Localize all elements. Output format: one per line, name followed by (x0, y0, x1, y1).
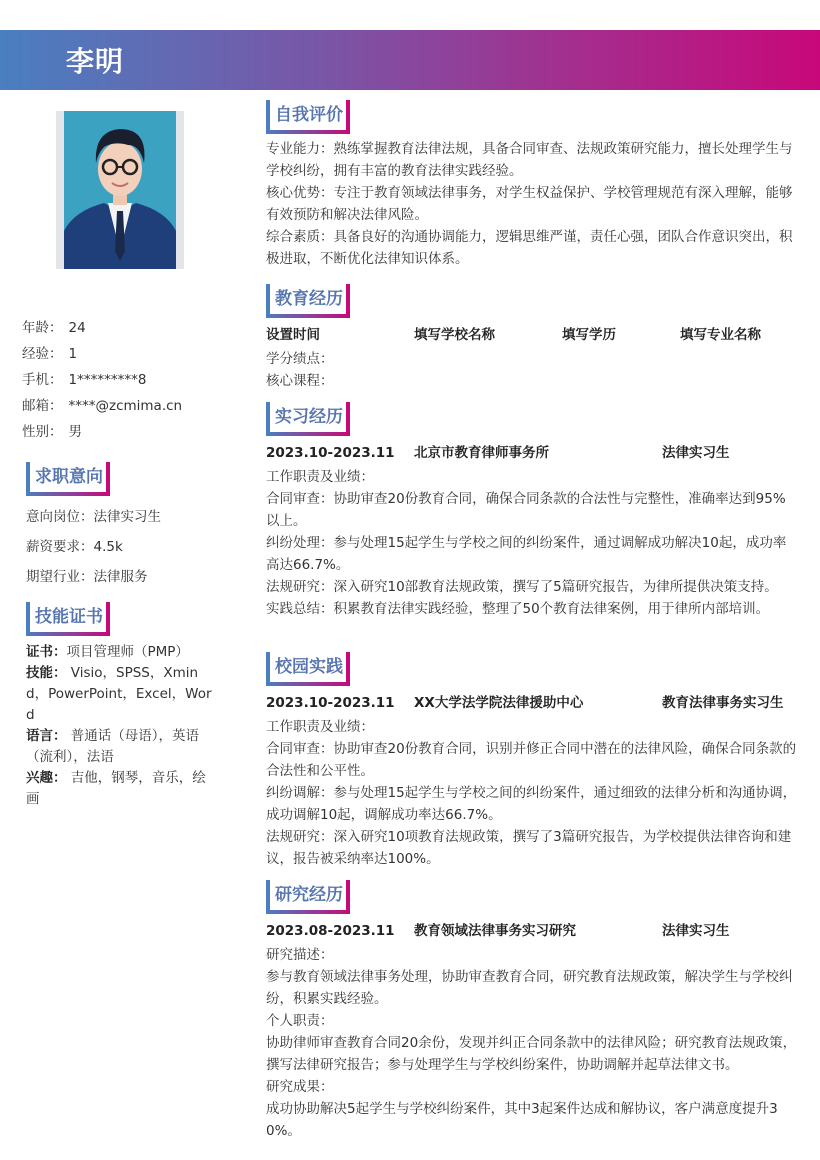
job-intention-section (26, 462, 161, 592)
detail-line: 法规研究：深入研究10部教育法规政策，撰写了5篇研究报告，为律所提供决策支持。 (266, 579, 778, 595)
info-experience: 经验： 1 (22, 346, 78, 362)
section-title: 研究经历 (266, 880, 350, 914)
profile-photo (56, 111, 184, 269)
basic-info (22, 318, 182, 448)
detail-line: 法规研究：深入研究10项教育法规政策，撰写了3篇研究报告，为学校提供法律咨询和建议，报告被采纳率达100%。 (266, 829, 792, 867)
detail-line: 研究成果： (266, 1079, 334, 1095)
intention-salary: 薪资要求：4.5k (26, 539, 123, 555)
intention-position: 意向岗位：法律实习生 (26, 509, 161, 525)
education-courses: 核心课程： (266, 373, 334, 389)
info-email: 邮箱： ****@zcmima.cn (22, 398, 183, 414)
detail-line: 实践总结：积累教育法律实践经验，整理了50个教育法律案例，用于律所内部培训。 (266, 601, 770, 617)
evaluation-paragraph: 核心优势：专注于教育领域法律事务，对学生权益保护、学校管理规范有深入理解，能够有效预防和解决法律风险。 (266, 185, 793, 223)
section-title: 技能证书 (26, 602, 110, 636)
detail-line: 参与教育领域法律事务处理，协助审查教育合同，研究教育法规政策，解决学生与学校纠纷，积累实践经验。 (266, 969, 793, 1007)
skill-languages: 语言： 普通话（母语），英语（流利），法语 (26, 728, 200, 765)
detail-line: 合同审查：协助审查20份教育合同，识别并修正合同中潜在的法律风险，确保合同条款的合法性和公平性。 (266, 741, 797, 779)
evaluation-paragraph: 专业能力：熟练掌握教育法律法规，具备合同审查、法规政策研究能力，擅长处理学生与学校纠纷，拥有丰富的教育法律实践经验。 (266, 141, 793, 179)
portrait-image (64, 111, 176, 269)
section-title: 自我评价 (266, 100, 350, 134)
education-gpa: 学分绩点： (266, 351, 334, 367)
info-age: 年龄： 24 (22, 320, 86, 336)
detail-line: 合同审查：协助审查20份教育合同，确保合同条款的合法性与完整性，准确率达到95%以上。 (266, 491, 786, 529)
internship-section (266, 402, 798, 620)
section-title: 校园实践 (266, 652, 350, 686)
detail-line: 研究描述： (266, 947, 334, 963)
campus-header: 2023.10-2023.11 XX大学法学院法律援助中心 教育法律事务实习生 (266, 695, 784, 711)
internship-header: 2023.10-2023.11 北京市教育律师事务所 法律实习生 (266, 445, 730, 461)
detail-line: 工作职责及业绩： (266, 469, 374, 485)
skill-tools: 技能： Visio，SPSS，Xmind，PowerPoint，Excel，Word (26, 665, 212, 723)
candidate-name: 李明 (66, 45, 125, 78)
evaluation-paragraph: 综合素质：具备良好的沟通协调能力，逻辑思维严谨，责任心强，团队合作意识突出，积极进取，不断优化法律知识体系。 (266, 229, 793, 267)
resume-header (0, 30, 820, 90)
section-title: 教育经历 (266, 284, 350, 318)
campus-practice-section (266, 652, 798, 870)
self-evaluation-section (266, 100, 798, 270)
education-section (266, 284, 798, 392)
detail-line: 工作职责及业绩： (266, 719, 374, 735)
skill-hobbies: 兴趣： 吉他，钢琴，音乐，绘画 (26, 770, 206, 807)
detail-line: 纠纷调解：参与处理15起学生与学校之间的纠纷案件，通过细致的法律分析和沟通协调，成功调解10起，调解成功率达66.7%。 (266, 785, 797, 823)
skill-certificate: 证书：项目管理师（PMP） (26, 644, 189, 660)
research-header: 2023.08-2023.11 教育领域法律事务实习研究 法律实习生 (266, 923, 730, 939)
education-header: 设置时间 填写学校名称 填写学历 填写专业名称 (266, 327, 761, 343)
detail-line: 协助律师审查教育合同20余份，发现并纠正合同条款中的法律风险；研究教育法规政策，撰写法律研究报告；参与处理学生与学校纠纷案件，协助调解并起草法律文书。 (266, 1035, 797, 1073)
skills-section (26, 602, 216, 810)
research-section (266, 880, 798, 1142)
section-title: 实习经历 (266, 402, 350, 436)
detail-line: 个人职责： (266, 1013, 334, 1029)
intention-industry: 期望行业：法律服务 (26, 569, 148, 585)
info-gender: 性别： 男 (22, 424, 82, 440)
section-title: 求职意向 (26, 462, 110, 496)
detail-line: 成功协助解决5起学生与学校纠纷案件，其中3起案件达成和解协议，客户满意度提升30%。 (266, 1101, 778, 1139)
detail-line: 纠纷处理：参与处理15起学生与学校之间的纠纷案件，通过调解成功解决10起，成功率高达66.7%。 (266, 535, 787, 573)
info-phone: 手机： 1*********8 (22, 372, 147, 388)
